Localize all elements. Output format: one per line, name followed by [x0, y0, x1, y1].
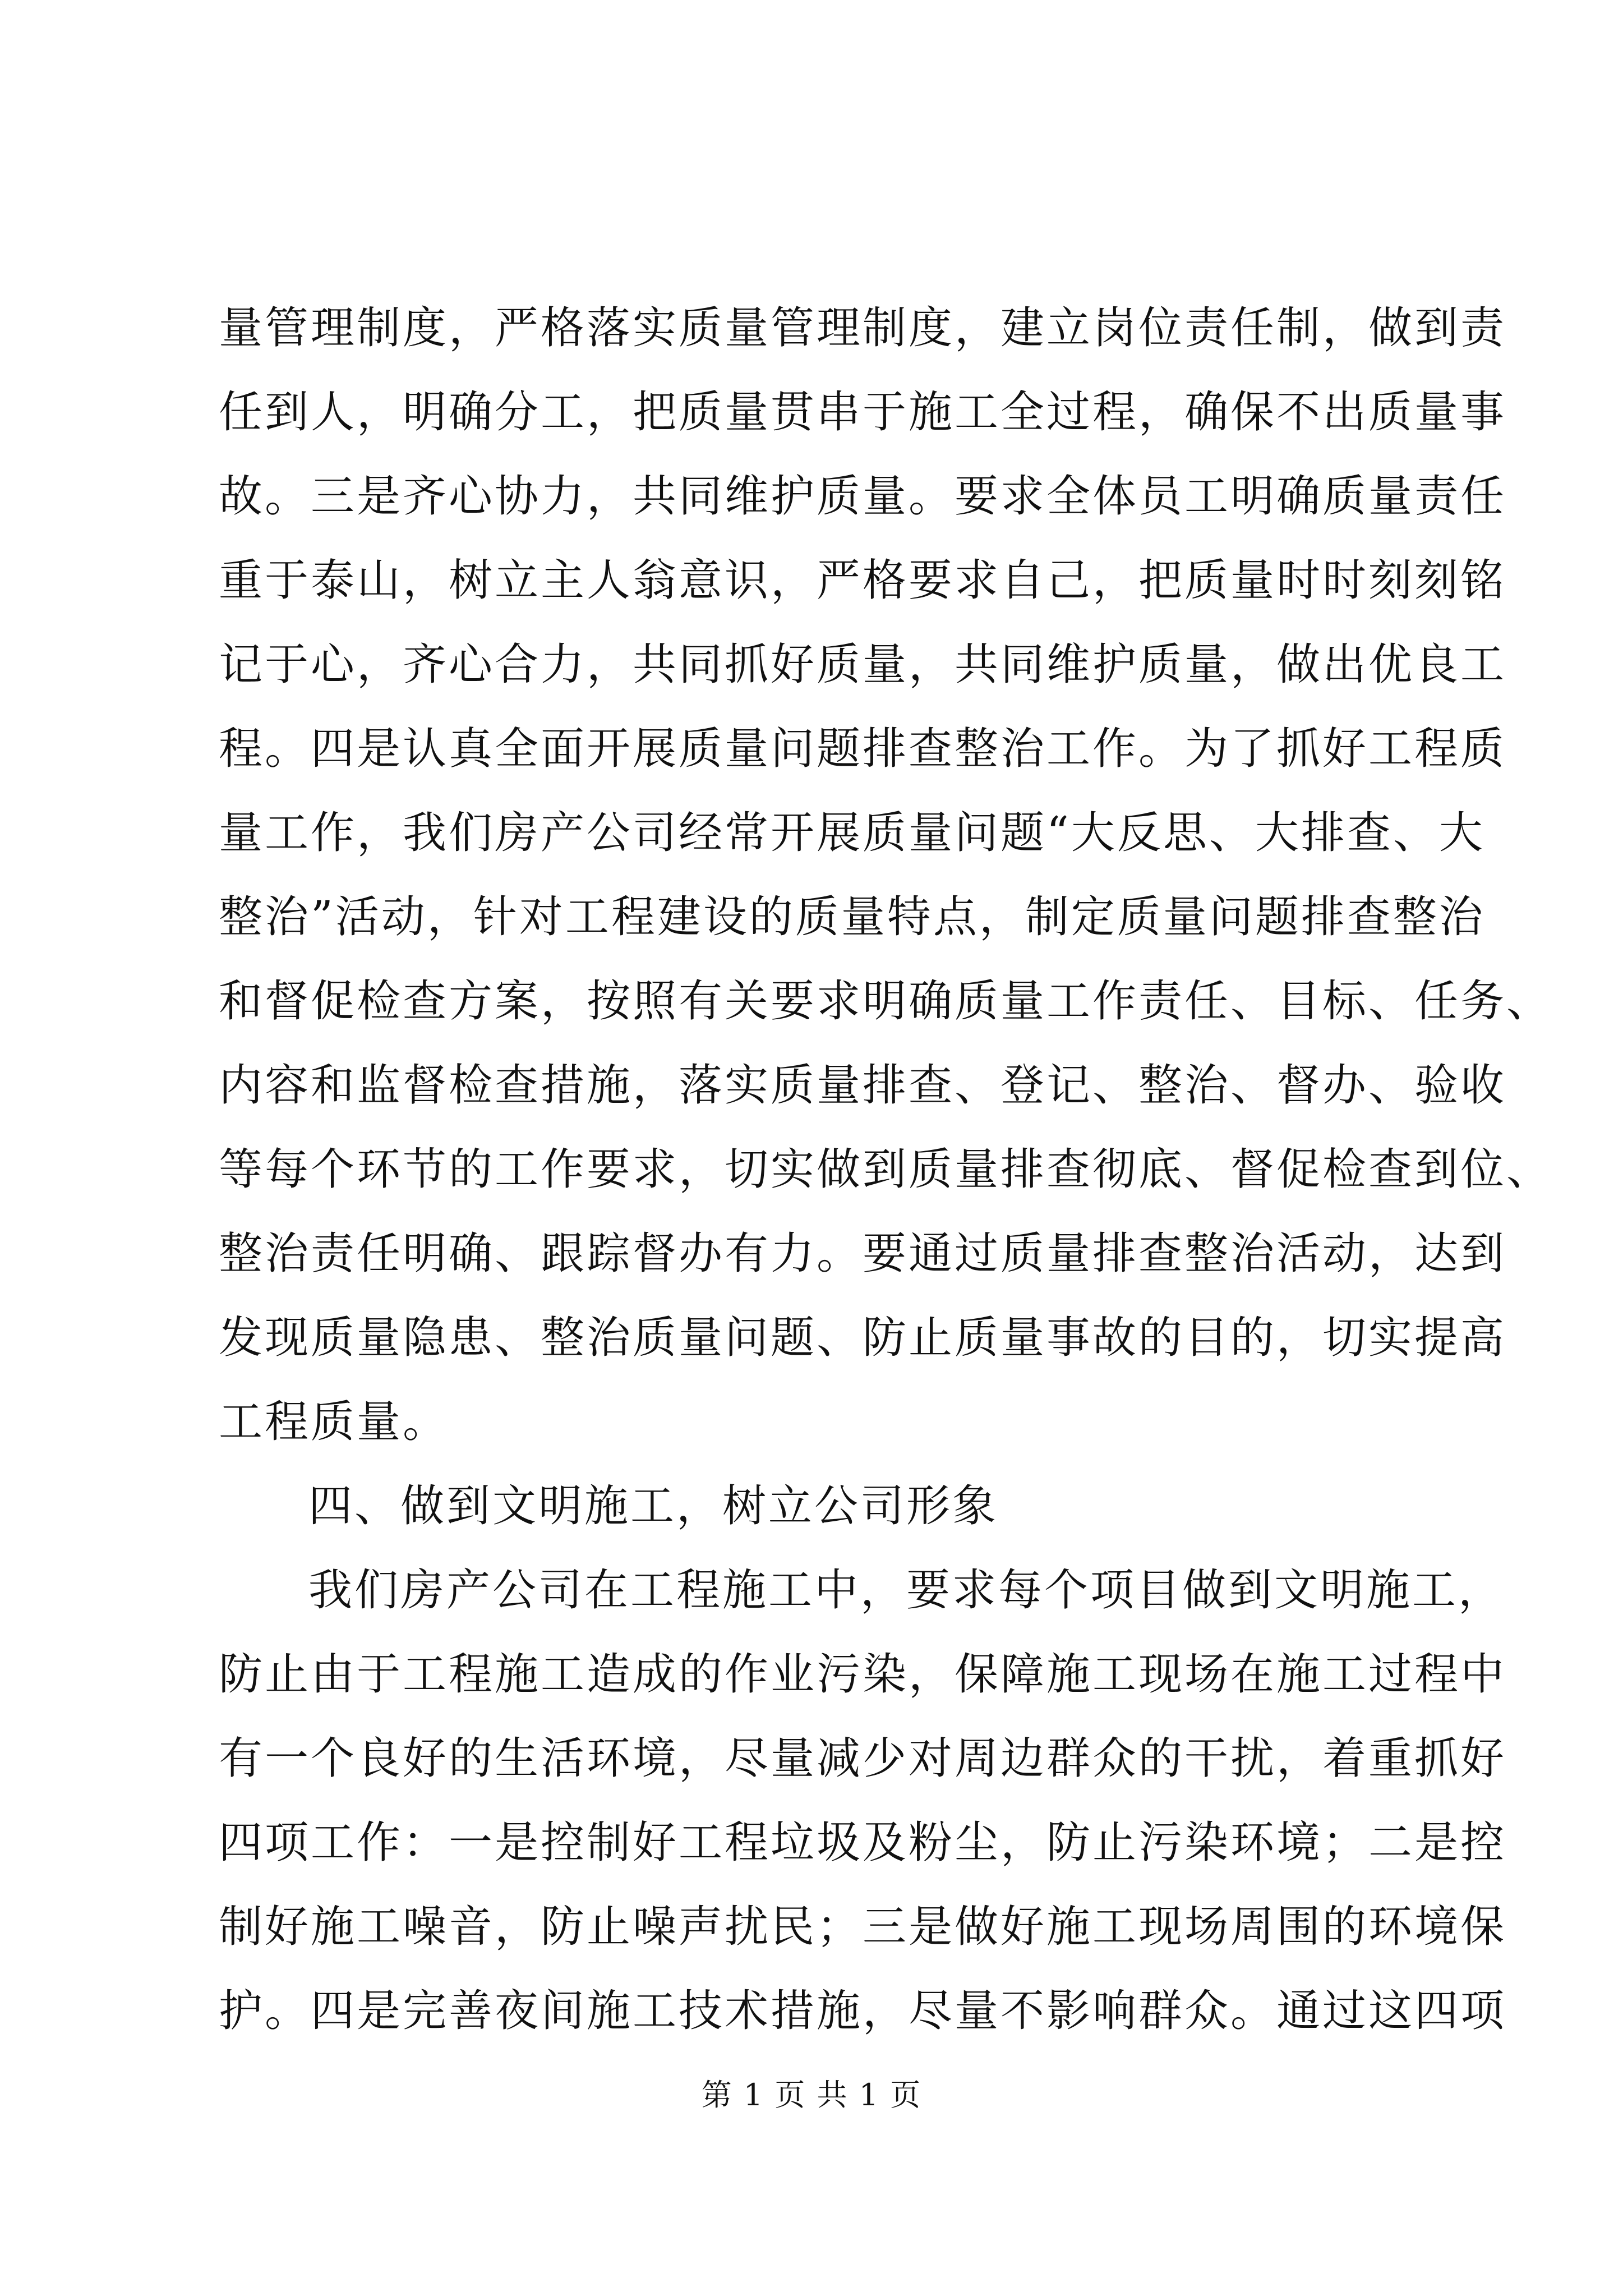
paragraph-line: 和督促检查方案，按照有关要求明确质量工作责任、目标、任务、 [219, 976, 1553, 1027]
paragraph-line: 整治责任明确、跟踪督办有力。要通过质量排查整治活动，达到 [219, 1228, 1507, 1279]
paragraph-line: 程。四是认真全面开展质量问题排查整治工作。为了抓好工程质 [219, 724, 1507, 774]
paragraph-line: 四项工作：一是控制好工程垃圾及粉尘，防止污染环境；二是控 [219, 1818, 1507, 1868]
paragraph-line: 制好施工噪音，防止噪声扰民；三是做好施工现场周围的环境保 [219, 1902, 1507, 1952]
paragraph-line: 重于泰山，树立主人翁意识，严格要求自己，把质量时时刻刻铭 [219, 555, 1507, 606]
page-footer: 第 1 页 共 1 页 [701, 2077, 922, 2113]
paragraph-line: 记于心，齐心合力，共同抓好质量，共同维护质量，做出优良工 [219, 639, 1507, 690]
document-body [219, 286, 1553, 2053]
paragraph-line: 量工作，我们房产公司经常开展质量问题“大反思、大排查、大 [219, 808, 1485, 858]
paragraph-line: 我们房产公司在工程施工中，要求每个项目做到文明施工， [308, 1565, 1505, 1616]
paragraph-line: 防止由于工程施工造成的作业污染，保障施工现场在施工过程中 [219, 1649, 1507, 1700]
paragraph-line: 有一个良好的生活环境，尽量减少对周边群众的干扰，着重抓好 [219, 1733, 1507, 1784]
paragraph-line: 故。三是齐心协力，共同维护质量。要求全体员工明确质量责任 [219, 471, 1507, 522]
section-heading: 四、做到文明施工，树立公司形象 [308, 1481, 999, 1531]
paragraph-line: 整治”活动，针对工程建设的质量特点，制定质量问题排查整治 [219, 892, 1485, 942]
paragraph-line: 护。四是完善夜间施工技术措施，尽量不影响群众。通过这四项 [219, 1986, 1507, 2036]
paragraph-line: 任到人，明确分工，把质量贯串于施工全过程，确保不出质量事 [219, 387, 1507, 438]
paragraph-line: 量管理制度，严格落实质量管理制度，建立岗位责任制，做到责 [219, 303, 1507, 353]
paragraph-line: 工程质量。 [219, 1397, 449, 1447]
paragraph-line: 等每个环节的工作要求，切实做到质量排查彻底、督促检查到位、 [219, 1144, 1553, 1195]
paragraph-line: 发现质量隐患、整治质量问题、防止质量事故的目的，切实提高 [219, 1313, 1507, 1363]
paragraph-line: 内容和监督检查措施，落实质量排查、登记、整治、督办、验收 [219, 1060, 1507, 1111]
